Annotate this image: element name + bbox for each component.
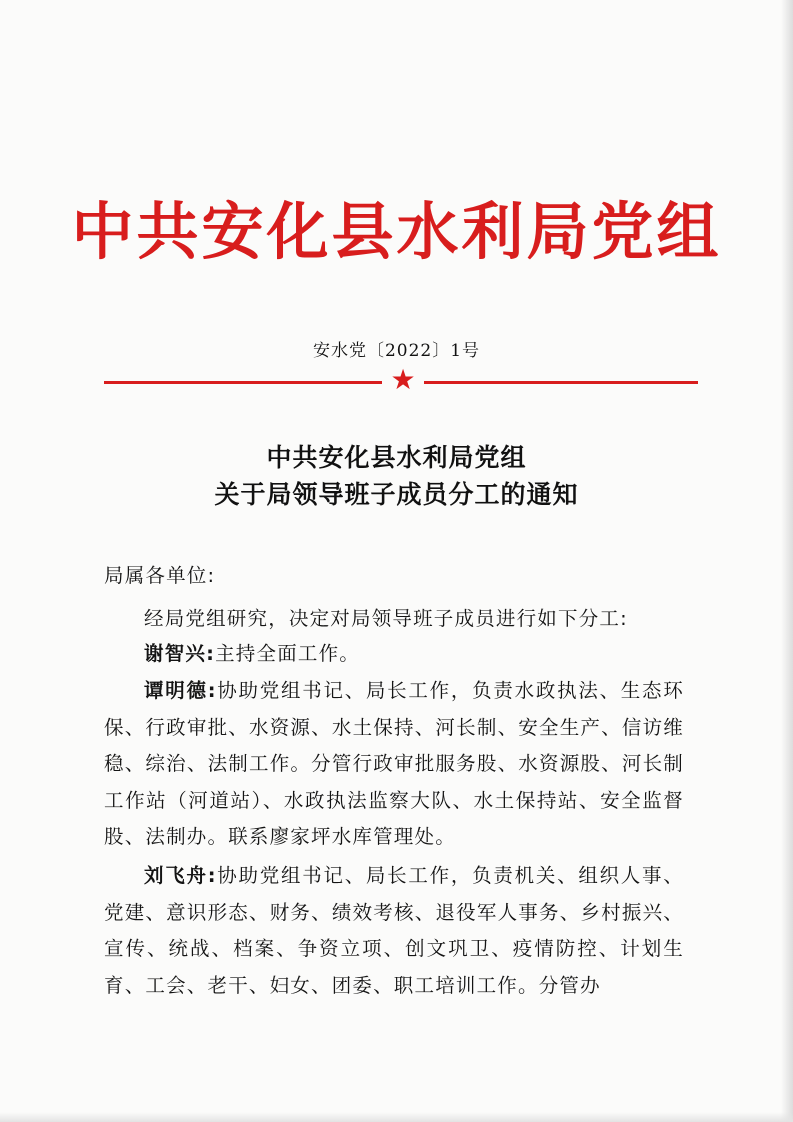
intro-paragraph: 经局党组研究，决定对局领导班子成员进行如下分工: — [144, 607, 628, 630]
assignment-duties: 主持全面工作。 — [215, 642, 361, 665]
red-divider-right — [424, 381, 698, 384]
red-header-org-title: 中共安化县水利局党组 — [71, 195, 722, 268]
assignment-name: 刘飞舟: — [144, 864, 217, 887]
red-star-icon: ★ — [390, 363, 416, 396]
page-edge-shadow-right — [781, 0, 793, 1122]
document-number: 安水党〔2022〕1号 — [312, 341, 481, 361]
assignment-paragraph — [104, 636, 684, 671]
assignment-name: 谭明德: — [144, 679, 217, 702]
assignment-duties: 协助党组书记、局长工作，负责水政执法、生态环保、行政审批、水资源、水土保持、河长制、安全生产、信访维稳、综治、法制工作。分管行政审批服务股、水资源股、河长制工作站（河道站）、水政执法监察大队、水土保持站、安全监督股、法制办。联系廖家坪水库管理处。 — [104, 679, 684, 848]
assignment-paragraph — [104, 858, 684, 1004]
notice-title-line1: 中共安化县水利局党组 — [266, 443, 527, 472]
salutation: 局属各单位: — [104, 564, 216, 587]
assignment-duties: 协助党组书记、局长工作，负责机关、组织人事、党建、意识形态、财务、绩效考核、退役军人事务、乡村振兴、宣传、统战、档案、争资立项、创文巩卫、疫情防控、计划生育、工会、老干、妇女、团委、职工培训工作。分管办 — [104, 864, 684, 997]
assignment-paragraph — [104, 673, 684, 856]
page-edge-shadow-bottom — [0, 1112, 793, 1122]
notice-title-line2: 关于局领导班子成员分工的通知 — [214, 480, 579, 509]
red-divider-left — [104, 381, 382, 384]
assignment-name: 谢智兴: — [144, 642, 216, 665]
